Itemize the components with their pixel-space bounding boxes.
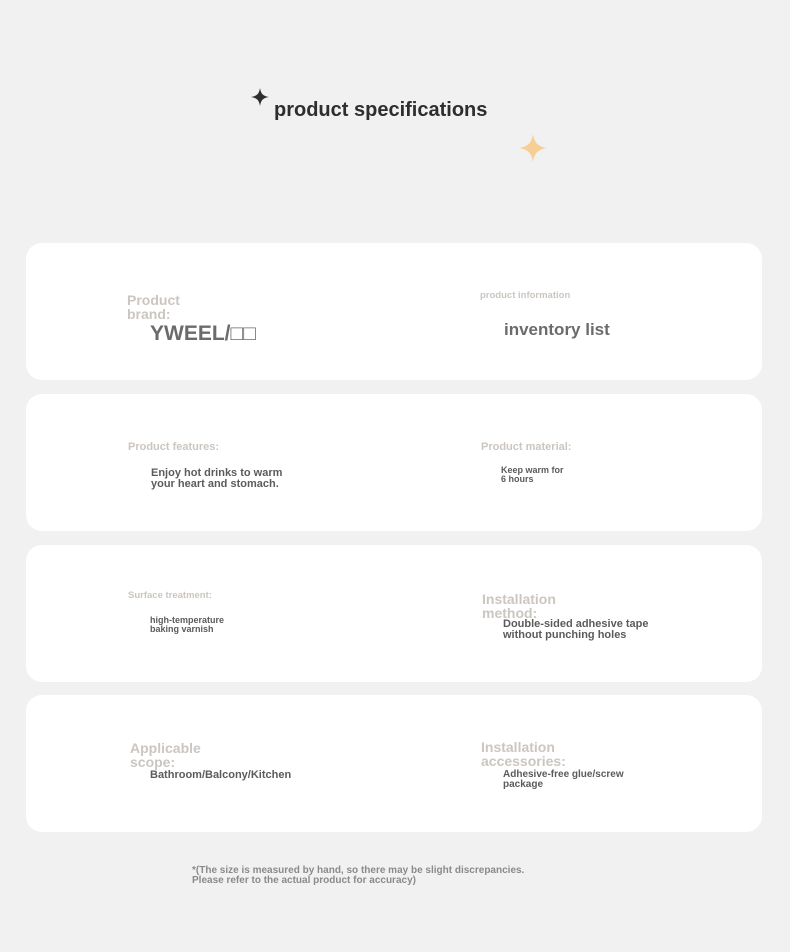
spec-card-features	[26, 394, 762, 531]
orange-sparkle-icon	[519, 134, 547, 162]
header	[0, 0, 790, 200]
applicable-scope-value: Bathroom/Balcony/Kitchen	[150, 769, 292, 781]
product-features-label: Product features:	[128, 441, 220, 453]
applicable-scope-label: Applicable scope:	[130, 740, 201, 770]
product-material-value: Keep warm for 6 hours	[501, 465, 564, 484]
spec-card-scope	[26, 695, 762, 832]
installation-accessories-value: Adhesive-free glue/screw package	[503, 769, 624, 790]
measurement-disclaimer: *(The size is measured by hand, so there may be slight discrepancies. Please refer to the actual product for accuracy)	[192, 865, 525, 886]
page-title: product specifications	[274, 99, 488, 121]
product-information-label: product information	[480, 290, 571, 301]
spec-card-surface	[26, 545, 762, 682]
product-features-value: Enjoy hot drinks to warm your heart and stomach.	[151, 467, 283, 490]
installation-method-label: Installation method:	[482, 591, 556, 621]
product-material-label: Product material:	[481, 441, 572, 453]
spec-card-brand	[26, 243, 762, 380]
surface-treatment-label: Surface treatment:	[128, 590, 212, 601]
surface-treatment-value: high-temperature baking varnish	[150, 615, 225, 634]
installation-method-value: Double-sided adhesive tape without punching holes	[503, 618, 649, 641]
dark-sparkle-icon	[251, 88, 269, 106]
product-information-value: inventory list	[504, 320, 610, 339]
product-brand-value: YWEEL/□□	[150, 322, 256, 345]
installation-accessories-label: Installation accessories:	[481, 739, 566, 769]
product-brand-label: Product brand:	[127, 292, 180, 322]
